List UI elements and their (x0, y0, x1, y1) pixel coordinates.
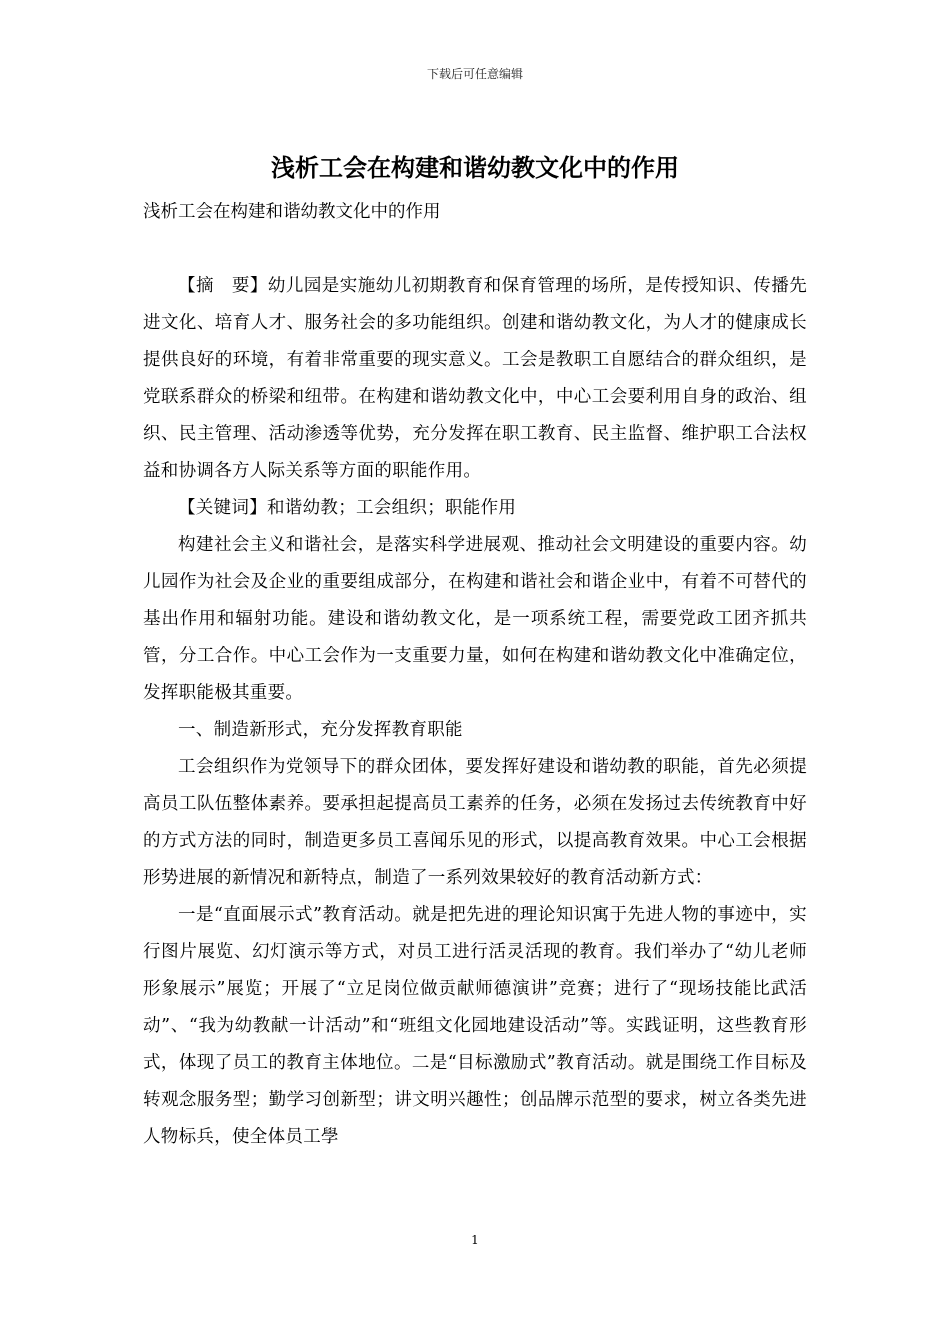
keywords-paragraph: 【关键词】和谐幼教；工会组织；职能作用 (178, 498, 517, 518)
document-body (143, 268, 807, 1156)
page-number: 1 (471, 1233, 479, 1247)
document-subtitle: 浅析工会在构建和谐幼教文化中的作用 (143, 202, 441, 222)
body-paragraph: 工会组织作为党领导下的群众团体，要发挥好建设和谐幼教的职能，首先必须提高员工队伍整体素养。要承担起提高员工素养的任务，必须在发扬过去传统教育中好的方式方法的同时，制造更多员工喜闻乐见的形式，以提高教育效果。中心工会根据形势进展的新情况和新特点，制造了一系列效果较好的教育活动新方式： (143, 757, 807, 888)
section-heading-1: 一、制造新形式，充分发挥教育职能 (178, 720, 463, 740)
document-title: 浅析工会在构建和谐幼教文化中的作用 (271, 153, 679, 182)
intro-paragraph: 构建社会主义和谐社会，是落实科学进展观、推动社会文明建设的重要内容。幼儿园作为社会及企业的重要组成部分，在构建和谐社会和谐企业中，有着不可替代的基出作用和辐射功能。建设和谐幼教文化，是一项系统工程，需要党政工团齐抓共管，分工合作。中心工会作为一支重要力量，如何在构建和谐幼教文化中准确定位，发挥职能极其重要。 (143, 535, 807, 703)
body-paragraph: 一是“直面展示式”教育活动。就是把先进的理论知识寓于先进人物的事迹中，实行图片展览、幻灯演示等方式，对员工进行活灵活现的教育。我们举办了“幼儿老师形象展示”展览；开展了“立足岗位做贡献师德演讲”竞赛；进行了“现场技能比武活动”、“我为幼教献一计活动”和“班组文化园地建设活动”等。实践证明，这些教育形式，体现了员工的教育主体地位。二是“目标激励式”教育活动。就是围绕工作目标及转观念服务型；勤学习创新型；讲文明兴趣性；创品牌示范型的要求，树立各类先进人物标兵，使全体员工學 (143, 905, 807, 1147)
header-note: 下载后可任意编辑 (426, 67, 523, 81)
abstract-paragraph: 【摘 要】幼儿园是实施幼儿初期教育和保育管理的场所，是传授知识、传播先进文化、培育人才、服务社会的多功能组织。创建和谐幼教文化，为人才的健康成长提供良好的环境，有着非常重要的现实意义。工会是教职工自愿结合的群众组织，是党联系群众的桥梁和纽带。在构建和谐幼教文化中，中心工会要利用自身的政治、组织、民主管理、活动渗透等优势，充分发挥在职工教育、民主监督、维护职工合法权益和协调各方人际关系等方面的职能作用。 (143, 276, 807, 481)
